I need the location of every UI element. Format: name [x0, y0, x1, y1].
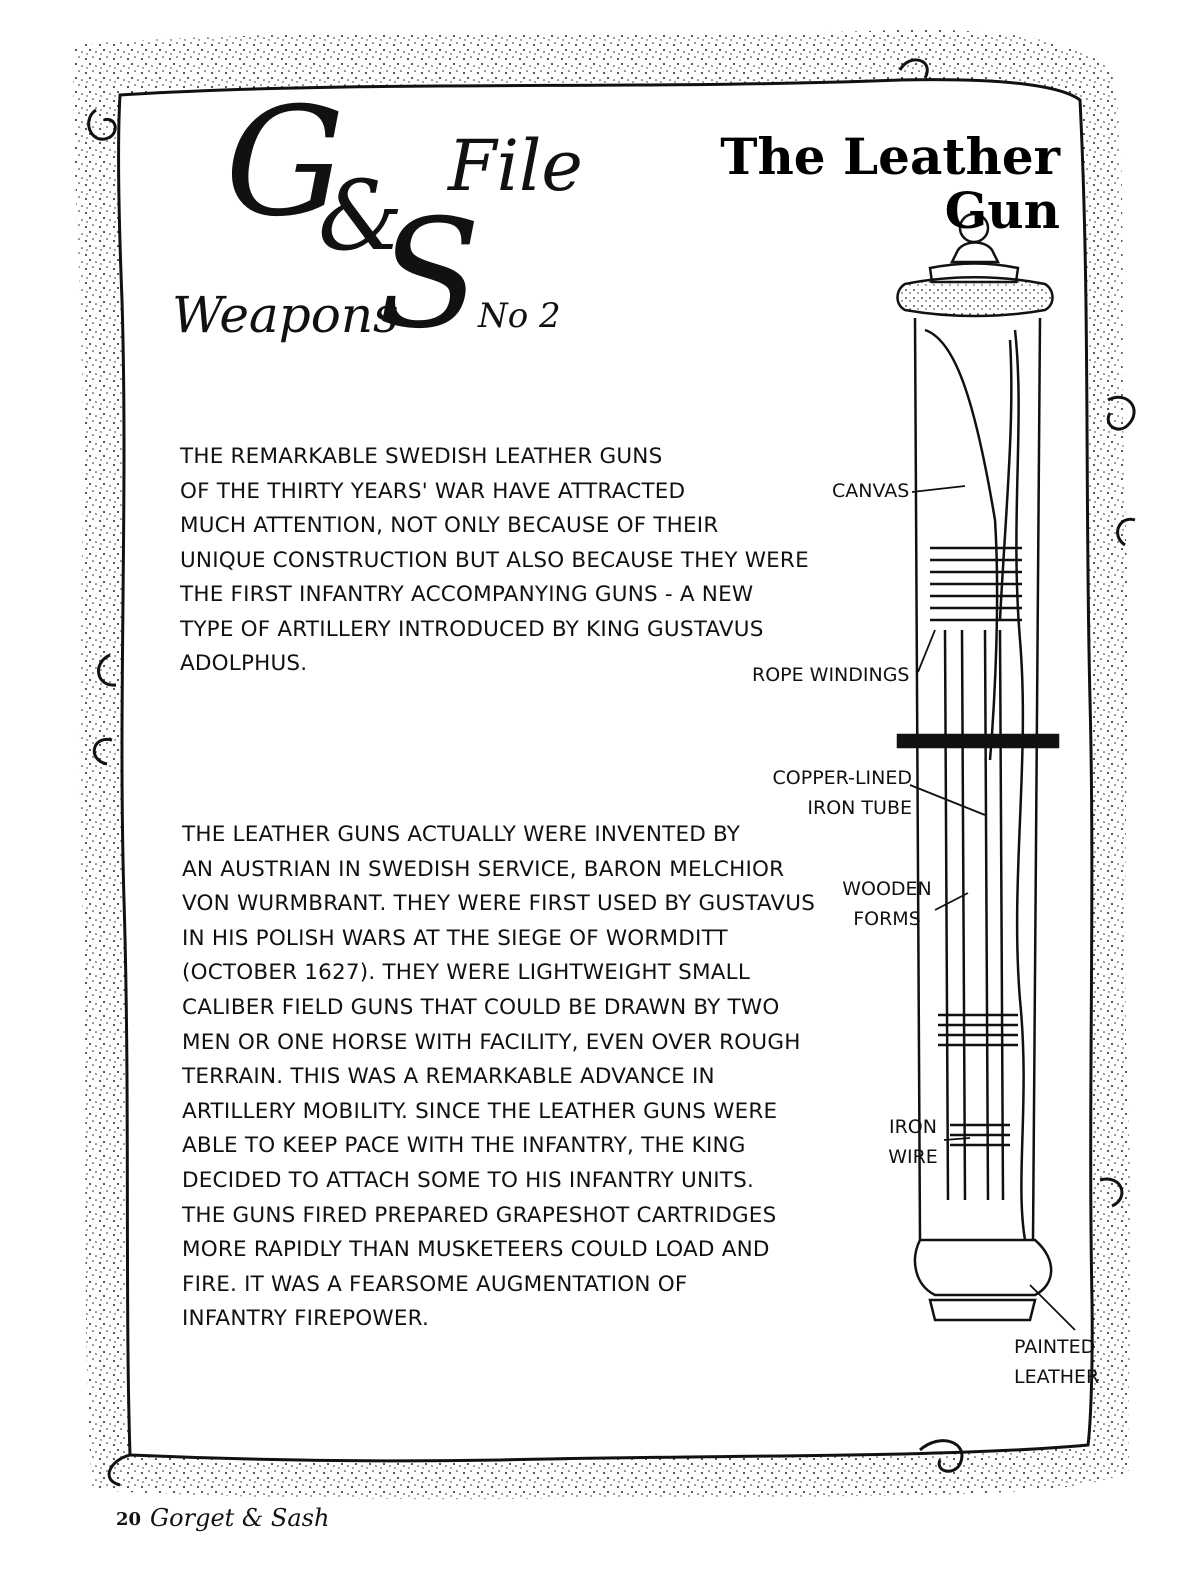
- text-line: THE LEATHER GUNS ACTUALLY WERE INVENTED BY: [182, 822, 741, 847]
- label-iron-line-2: WIRE: [888, 1146, 938, 1168]
- text-line: CALIBER FIELD GUNS THAT COULD BE DRAWN BY TWO: [182, 994, 780, 1020]
- logo-issue-number: No 2: [478, 296, 561, 336]
- logo-weapons: Weapons: [172, 286, 399, 344]
- text-line: TERRAIN. THIS WAS A REMARKABLE ADVANCE IN: [182, 1064, 715, 1090]
- page-number: 20: [116, 1509, 142, 1530]
- label-painted-leather: [1014, 1332, 1099, 1392]
- label-wooden-line-1: WOODEN: [842, 878, 932, 900]
- label-copper-lined-iron-tube: [750, 763, 912, 823]
- label-iron-wire: [884, 1112, 942, 1172]
- magazine-name: Gorget & Sash: [150, 1504, 330, 1532]
- label-painted-line-1: PAINTED: [1014, 1336, 1096, 1358]
- text-line: MUCH ATTENTION, NOT ONLY BECAUSE OF THEIR: [180, 513, 719, 538]
- label-wooden-line-2: FORMS: [853, 908, 921, 930]
- label-rope-windings-text: ROPE WINDINGS: [752, 664, 910, 686]
- text-line: MEN OR ONE HORSE WITH FACILITY, EVEN OVER ROUGH: [182, 1029, 801, 1055]
- logo-letter-s: S: [378, 188, 481, 362]
- page-title-line-1: The Leather: [720, 127, 1060, 186]
- intro-paragraph: [180, 440, 809, 682]
- text-line: ADOLPHUS.: [180, 651, 308, 676]
- text-line: THE REMARKABLE SWEDISH LEATHER GUNS: [180, 444, 663, 469]
- text-line: INFANTRY FIREPOWER.: [182, 1306, 430, 1332]
- text-line: ABLE TO KEEP PACE WITH THE INFANTRY, THE KING: [182, 1133, 746, 1159]
- text-line: ARTILLERY MOBILITY. SINCE THE LEATHER GUNS WERE: [182, 1098, 778, 1124]
- label-copper-line-2: IRON TUBE: [807, 797, 912, 819]
- logo-file: File: [448, 125, 583, 207]
- page-title-line-2: Gun: [944, 181, 1060, 240]
- logo-letter-g: G: [225, 76, 345, 250]
- text-line: THE GUNS FIRED PREPARED GRAPESHOT CARTRIDGES: [182, 1202, 777, 1228]
- page-title: [640, 127, 1060, 240]
- text-line: VON WURMBRANT. THEY WERE FIRST USED BY GUSTAVUS: [182, 891, 816, 917]
- text-line: DECIDED TO ATTACH SOME TO HIS INFANTRY UNITS.: [182, 1167, 754, 1193]
- text-line: UNIQUE CONSTRUCTION BUT ALSO BECAUSE THEY WERE: [180, 547, 809, 573]
- text-line: IN HIS POLISH WARS AT THE SIEGE OF WORMDITT: [182, 925, 728, 951]
- label-copper-line-1: COPPER-LINED: [772, 767, 912, 789]
- text-line: TYPE OF ARTILLERY INTRODUCED BY KING GUSTAVUS: [180, 616, 764, 642]
- text-line: (OCTOBER 1627). THEY WERE LIGHTWEIGHT SMALL: [182, 960, 751, 986]
- text-line: AN AUSTRIAN IN SWEDISH SERVICE, BARON MELCHIOR: [182, 856, 785, 882]
- text-line: MORE RAPIDLY THAN MUSKETEERS COULD LOAD AND: [182, 1237, 770, 1263]
- text-line: OF THE THIRTY YEARS' WAR HAVE ATTRACTED: [180, 478, 686, 504]
- label-canvas-text: CANVAS: [832, 480, 910, 502]
- label-rope-windings: [752, 660, 910, 690]
- logo-ampersand: &: [318, 160, 404, 272]
- label-iron-line-1: IRON: [889, 1116, 937, 1138]
- label-wooden-forms: [838, 874, 936, 934]
- history-paragraph: [182, 818, 815, 1337]
- label-canvas: [832, 476, 909, 506]
- text-line: FIRE. IT WAS A FEARSOME AUGMENTATION OF: [182, 1271, 688, 1297]
- label-painted-line-2: LEATHER: [1014, 1366, 1100, 1388]
- text-line: THE FIRST INFANTRY ACCOMPANYING GUNS - A NEW: [180, 582, 754, 607]
